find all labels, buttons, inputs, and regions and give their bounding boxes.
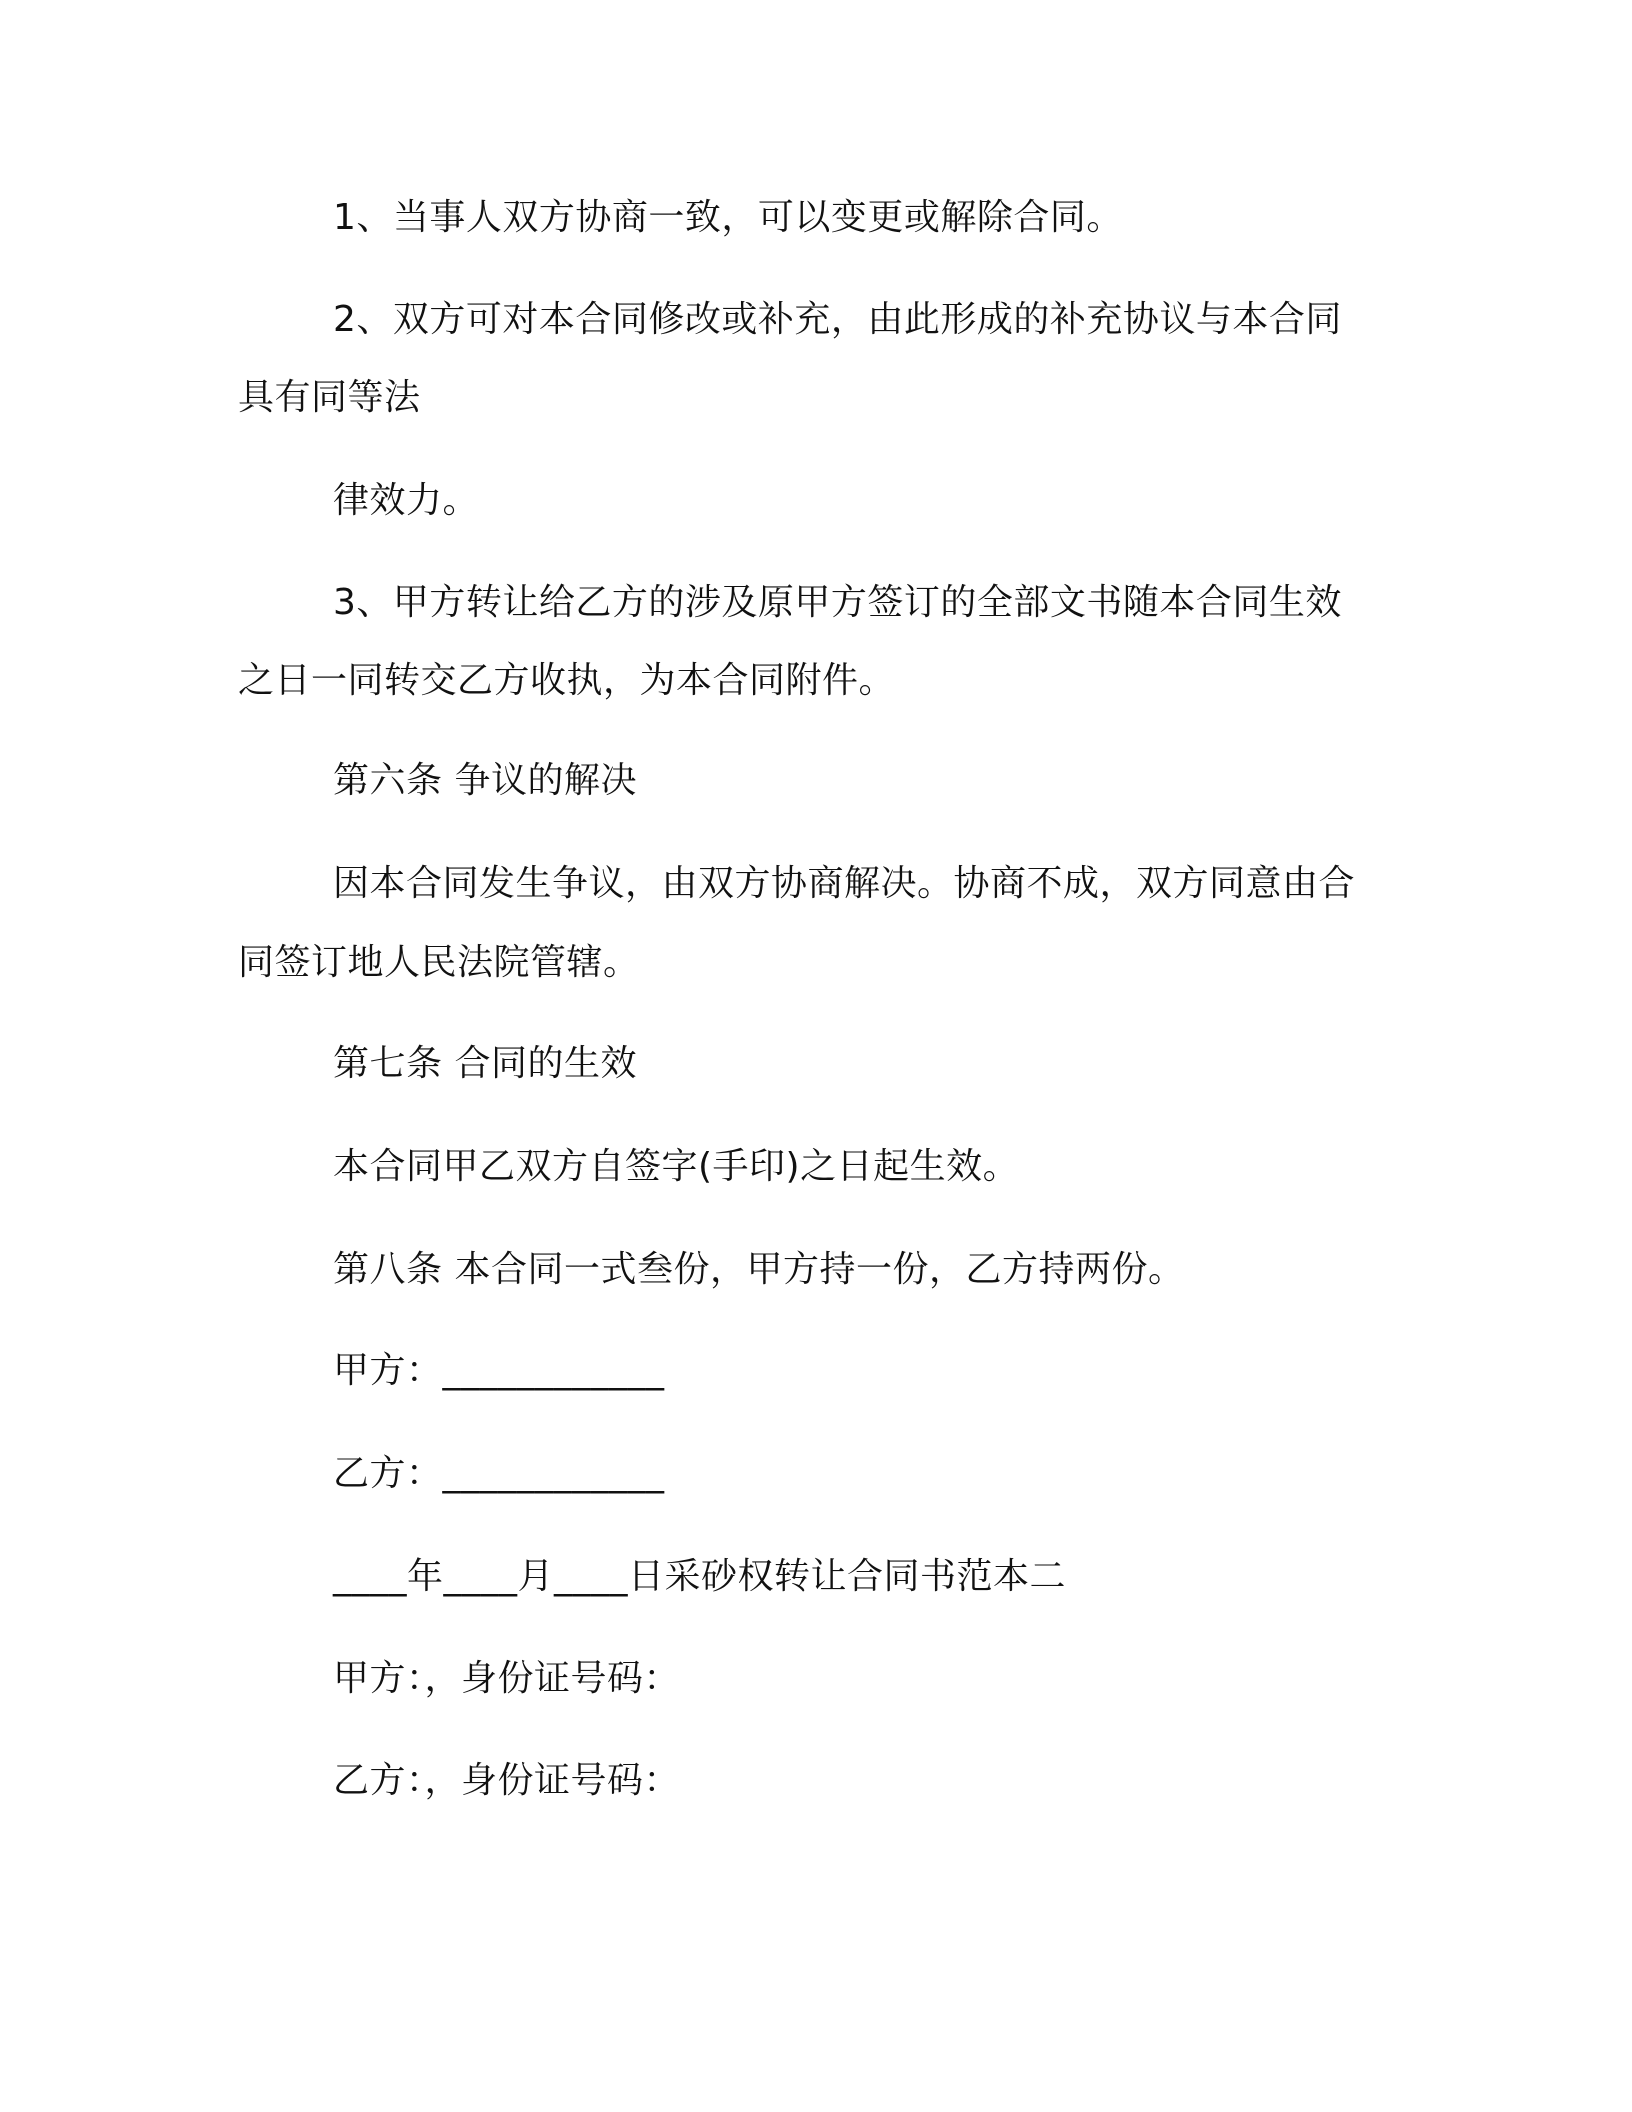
article-6-heading: 第六条 争议的解决 — [333, 760, 637, 801]
article-6-body-line-2: 同签订地人民法院管辖。 — [238, 942, 640, 983]
date-and-sample-two-title: ____年____月____日采砂权转让合同书范本二 — [333, 1556, 1067, 1597]
article-6-body-line-1: 因本合同发生争议，由双方协商解决。协商不成，双方同意由合 — [333, 863, 1356, 904]
clause-5-item-2-line-2: 具有同等法 — [238, 377, 421, 418]
party-a-id-line: 甲方：，身份证号码： — [333, 1658, 681, 1699]
party-b-id-line: 乙方：，身份证号码： — [333, 1760, 681, 1801]
article-8: 第八条 本合同一式叁份，甲方持一份，乙方持两份。 — [333, 1249, 1185, 1290]
party-a-signature-line: 甲方：____________ — [333, 1350, 665, 1391]
clause-5-item-2-line-3: 律效力。 — [333, 480, 480, 521]
clause-5-item-1: 1、当事人双方协商一致，可以变更或解除合同。 — [333, 197, 1123, 238]
article-7-heading: 第七条 合同的生效 — [333, 1043, 637, 1084]
party-b-signature-line: 乙方：____________ — [333, 1453, 665, 1494]
clause-5-item-3-line-2: 之日一同转交乙方收执，为本合同附件。 — [238, 660, 896, 701]
clause-5-item-2-line-1: 2、双方可对本合同修改或补充，由此形成的补充协议与本合同 — [333, 299, 1342, 340]
article-7-body: 本合同甲乙双方自签字(手印)之日起生效。 — [333, 1146, 1020, 1187]
clause-5-item-3-line-1: 3、甲方转让给乙方的涉及原甲方签订的全部文书随本合同生效 — [333, 582, 1342, 623]
